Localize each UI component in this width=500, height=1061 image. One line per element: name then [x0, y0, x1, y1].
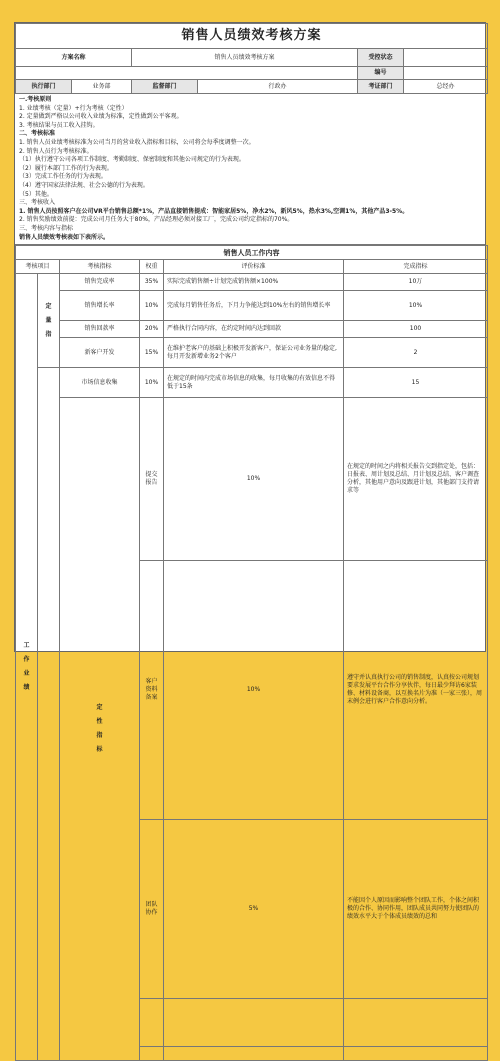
section-heading: 二、考核标准 [19, 130, 56, 138]
table-row-weight: 10% [164, 398, 344, 561]
table-row-blank [344, 1047, 488, 1061]
group-work-label: 工 作 业 绩 [16, 274, 38, 1061]
table-row-standard: 严格执行合同内容，在约定时间内达到回款 [164, 321, 344, 338]
intro-line: （1）执行遵守公司各项工作制度、考勤制度、保密制度和其他公司规定的行为表现。 [19, 156, 245, 164]
table-row-standard: 完成每月销售任务后，下月力争能达到10%左右的销售增长率 [164, 291, 344, 321]
section-heading: 销售人员绩效考核表如下表所示。 [19, 233, 110, 241]
table-row-blank [140, 1047, 164, 1061]
executing-dept-label: 执行部门 [16, 80, 72, 94]
assessment-dept-label: 考证部门 [358, 80, 404, 94]
table-row-indicator: 团队协作 [140, 820, 164, 999]
intro-line: （4）遵守国家法律法规、社会公德的行为表现。 [19, 181, 149, 189]
intro-line: （2）履行本部门工作的行为表现。 [19, 164, 113, 172]
table-row-standard: 不能因个人原因而影响整个团队工作，个体之间积极的合作、协同作用，团队成员共同努力使团队的绩效水平大于个体成员绩效的总和 [344, 820, 488, 999]
assessment-dept-value: 总经办 [404, 80, 488, 94]
table-row-indicator: 销售增长率 [60, 291, 140, 321]
table-row-target: 10万 [344, 274, 488, 291]
table-row-target: 100 [344, 321, 488, 338]
number-value [404, 67, 488, 80]
qualitative-label: 定 性 指 标 [60, 398, 140, 1061]
supervising-dept-label: 监督部门 [132, 80, 198, 94]
intro-line: 2. 销售人员行为考核标准。 [19, 147, 93, 155]
number-label: 编号 [358, 67, 404, 80]
intro-line: 3. 考核结果与员工收入挂钩。 [19, 121, 99, 129]
intro-line: 1. 销售人员业绩考核标准为公司当月的营业收入指标和目标，公司将会每季度调整一次。 [19, 138, 255, 146]
table-row-standard: 实际完成销售额÷计划完成销售额×100% [164, 274, 344, 291]
executing-dept-value: 业务部 [72, 80, 132, 94]
table-row-target: 15 [344, 368, 488, 398]
kpi-table [15, 245, 488, 1061]
col-header: 考核项目 [16, 260, 60, 274]
intro-line: 三、考核内容与指标 [19, 224, 74, 232]
table-row-standard: 在规定的时间之内将相关报告交到指定处，包括：日报表、周计划及总结、月计划及总结、客户调查分析，其他用户意向及跟进计划，其他部门支持请求等 [344, 398, 488, 561]
table-row-weight: 5% [164, 820, 344, 999]
table-row-standard [344, 999, 488, 1047]
section-heading: 1. 销售人员按照客户在公司VR平台销售总额*1%，产品直接销售提成：智能家居5%，净水2%，新风5%，热水3%,空调1%，其他产品3-5%。 [19, 207, 409, 215]
intro-section [15, 94, 485, 245]
col-header: 考核指标 [60, 260, 140, 274]
intro-line: 1. 业绩考核（定量）+行为考核（定性） [19, 104, 128, 112]
table-row-weight: 15% [140, 338, 164, 368]
table-row-indicator: 销售回款率 [60, 321, 140, 338]
table-row-indicator: 新客户开发 [60, 338, 140, 368]
table-row-indicator: 客户资料备案 [140, 561, 164, 820]
intro-line: 2. 定量做到严格以公司收入业绩为标准，定性做到公平客观。 [19, 113, 183, 121]
table-row-weight: 10% [140, 368, 164, 398]
table-row-standard: 在维护老客户的基础上积极开发新客户，保证公司业务量的稳定,每月开发新增业务2个客户 [164, 338, 344, 368]
document-title: 销售人员绩效考核方案 [16, 24, 488, 49]
intro-line: 三、考核收入 [19, 199, 56, 207]
table-row-standard: 遵守并认真执行公司的销售制度，认真按公司规划要求发展平台合作分享伙伴，每日最少拜访6家装修、材料设备商，以互换名片为准（一家三张），周末例会进行客户合作意向分析。 [344, 561, 488, 820]
table-row-indicator: 市场信息收集 [60, 368, 140, 398]
table-row-weight: 35% [140, 274, 164, 291]
blank-cell [16, 67, 358, 80]
table-row-indicator [140, 999, 164, 1047]
col-header: 权重 [140, 260, 164, 274]
table-row-indicator: 提交报告 [140, 398, 164, 561]
plan-name-label: 方案名称 [16, 49, 132, 67]
table-row-weight: 20% [140, 321, 164, 338]
header-table [15, 23, 488, 94]
quantitative-blank [38, 368, 60, 1061]
kpi-table-title: 销售人员工作内容 [16, 246, 488, 260]
intro-line: （3）完成工作任务的行为表现。 [19, 173, 107, 181]
table-row-weight: 10% [140, 291, 164, 321]
table-row-target: 2 [344, 338, 488, 368]
table-row-standard: 在规定的时间内完成市场信息的收集，每月收集的有效信息不得低于15条 [164, 368, 344, 398]
table-row-blank [164, 1047, 344, 1061]
table-row-weight: 10% [164, 561, 344, 820]
supervising-dept-value: 行政办 [198, 80, 358, 94]
plan-name-value: 销售人员绩效考核方案 [132, 49, 358, 67]
intro-line: （5）其他。 [19, 190, 53, 198]
quantitative-label: 定 量 指 [38, 274, 60, 368]
controlled-status-label: 受控状态 [358, 49, 404, 67]
intro-line: 2. 销售奖励绩效前提：完成公司月任务大于80%，产品经理必须对接工厂，完成公司约定指标的70%。 [19, 216, 294, 224]
col-header: 完成指标 [344, 260, 488, 274]
table-row-target: 10% [344, 291, 488, 321]
table-row-weight [164, 999, 344, 1047]
section-heading: 一.考核原则 [19, 96, 52, 103]
performance-plan-sheet [14, 22, 486, 921]
table-row-indicator: 销售完成率 [60, 274, 140, 291]
controlled-status-value [404, 49, 488, 67]
col-header: 评价标准 [164, 260, 344, 274]
